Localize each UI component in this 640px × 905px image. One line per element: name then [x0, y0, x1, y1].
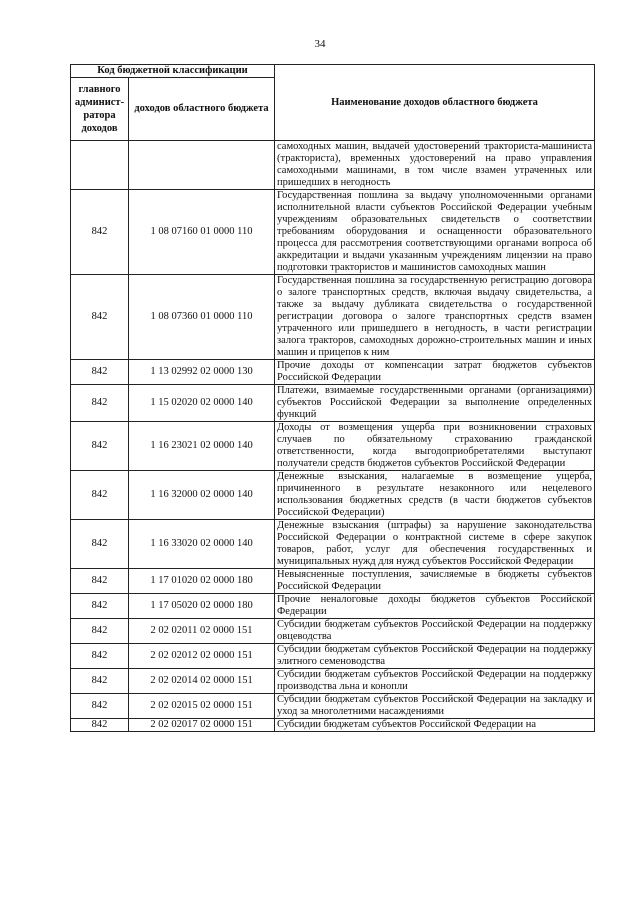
admin-code-cell: 842	[71, 569, 129, 594]
page-number: 34	[314, 38, 326, 50]
admin-code-cell: 842	[71, 669, 129, 694]
budget-code-cell: 2 02 02012 02 0000 151	[129, 644, 275, 669]
admin-code-cell: 842	[71, 190, 129, 275]
income-name-cell: Субсидии бюджетам субъектов Российской Федерации на	[275, 719, 595, 732]
table-row	[71, 422, 595, 471]
admin-code-cell: 842	[71, 385, 129, 422]
header-name: Наименование доходов областного бюджета	[275, 65, 595, 141]
budget-code-cell: 1 16 23021 02 0000 140	[129, 422, 275, 471]
admin-code-cell: 842	[71, 694, 129, 719]
table-row	[71, 569, 595, 594]
admin-code-cell: 842	[71, 360, 129, 385]
admin-code-cell	[71, 141, 129, 190]
admin-code-cell: 842	[71, 619, 129, 644]
table-row	[71, 520, 595, 569]
admin-code-cell: 842	[71, 520, 129, 569]
budget-code-cell: 1 13 02992 02 0000 130	[129, 360, 275, 385]
income-name-cell: Государственная пошлина за выдачу уполномоченными органами исполнительной власти субъектов Российской Федерации учебным учреждениям образовательных свидетельств о соответствии требованиям оборудования и оснащенности образовательного процесса для рассмотрения соответствующими органами вопроса об аккредитации и выдачи указанным учреждениям лицензии на право подготовки трактористов и машинистов самоходных машин	[275, 190, 595, 275]
budget-code-cell	[129, 141, 275, 190]
table-row	[71, 669, 595, 694]
income-name-cell: Субсидии бюджетам субъектов Российской Федерации на поддержку элитного семеноводства	[275, 644, 595, 669]
table-row	[71, 619, 595, 644]
budget-code-cell: 2 02 02011 02 0000 151	[129, 619, 275, 644]
header-classification-code: Код бюджетной классификации	[71, 65, 275, 78]
budget-code-cell: 2 02 02017 02 0000 151	[129, 719, 275, 732]
budget-code-cell: 2 02 02015 02 0000 151	[129, 694, 275, 719]
budget-code-cell: 1 17 01020 02 0000 180	[129, 569, 275, 594]
income-name-cell: Денежные взыскания (штрафы) за нарушение законодательства Российской Федерации о контрактной системе в сфере закупок товаров, работ, услуг для обеспечения государственных и муниципальных нужд для нужд субъектов Российской Федерации	[275, 520, 595, 569]
table-row	[71, 275, 595, 360]
budget-code-cell: 2 02 02014 02 0000 151	[129, 669, 275, 694]
income-name-cell: Субсидии бюджетам субъектов Российской Федерации на поддержку производства льна и конопли	[275, 669, 595, 694]
admin-code-cell: 842	[71, 275, 129, 360]
income-name-cell: Денежные взыскания, налагаемые в возмещение ущерба, причиненного в результате незаконного или нецелевого использования бюджетных средств (в части бюджетов субъектов Российской Федерации)	[275, 471, 595, 520]
admin-code-cell: 842	[71, 471, 129, 520]
budget-code-cell: 1 17 05020 02 0000 180	[129, 594, 275, 619]
income-name-cell: Невыясненные поступления, зачисляемые в бюджеты субъектов Российской Федерации	[275, 569, 595, 594]
table-row	[71, 385, 595, 422]
income-name-cell: Субсидии бюджетам субъектов Российской Федерации на поддержку овцеводства	[275, 619, 595, 644]
admin-code-cell: 842	[71, 719, 129, 732]
table-row	[71, 190, 595, 275]
income-name-cell: Государственная пошлина за государственную регистрацию договора о залоге транспортных средств, включая выдачу свидетельства, а также за выдачу дубликата свидетельства о государственной регистрации договора о залоге транспортных средств взамен утраченного или пришедшего в негодность, в части регистрации залога тракторов, самоходных дорожно-строительных машин и иных машин и прицепов к ним	[275, 275, 595, 360]
header-code: доходов областного бюджета	[129, 78, 275, 141]
income-name-cell: Прочие неналоговые доходы бюджетов субъектов Российской Федерации	[275, 594, 595, 619]
income-name-cell: Платежи, взимаемые государственными органами (организациями) субъектов Российской Федерации за выполнение определенных функций	[275, 385, 595, 422]
table-row	[71, 644, 595, 669]
income-name-cell: Субсидии бюджетам субъектов Российской Федерации на закладку и уход за многолетними насаждениями	[275, 694, 595, 719]
budget-code-cell: 1 08 07360 01 0000 110	[129, 275, 275, 360]
table-row	[71, 694, 595, 719]
admin-code-cell: 842	[71, 422, 129, 471]
admin-code-cell: 842	[71, 644, 129, 669]
budget-code-cell: 1 16 32000 02 0000 140	[129, 471, 275, 520]
table-row	[71, 360, 595, 385]
table-row	[71, 719, 595, 732]
table-row	[71, 471, 595, 520]
header-admin: главного админист-ратора доходов	[71, 78, 129, 141]
income-name-cell: Прочие доходы от компенсации затрат бюджетов субъектов Российской Федерации	[275, 360, 595, 385]
budget-code-cell: 1 16 33020 02 0000 140	[129, 520, 275, 569]
income-name-cell: Доходы от возмещения ущерба при возникновении страховых случаев по обязательному страхованию гражданской ответственности, когда выгодоприобретателями выступают получатели средств бюджетов субъектов Российской Федерации	[275, 422, 595, 471]
table-row	[71, 594, 595, 619]
budget-code-cell: 1 08 07160 01 0000 110	[129, 190, 275, 275]
income-name-cell: самоходных машин, выдачей удостоверений тракториста-машиниста (тракториста), временных удостоверений на право управления самоходными машинами, в том числе взамен утраченных или пришедших в негодность	[275, 141, 595, 190]
table-row	[71, 141, 595, 190]
admin-code-cell: 842	[71, 594, 129, 619]
budget-code-cell: 1 15 02020 02 0000 140	[129, 385, 275, 422]
budget-classification-table	[70, 64, 595, 732]
